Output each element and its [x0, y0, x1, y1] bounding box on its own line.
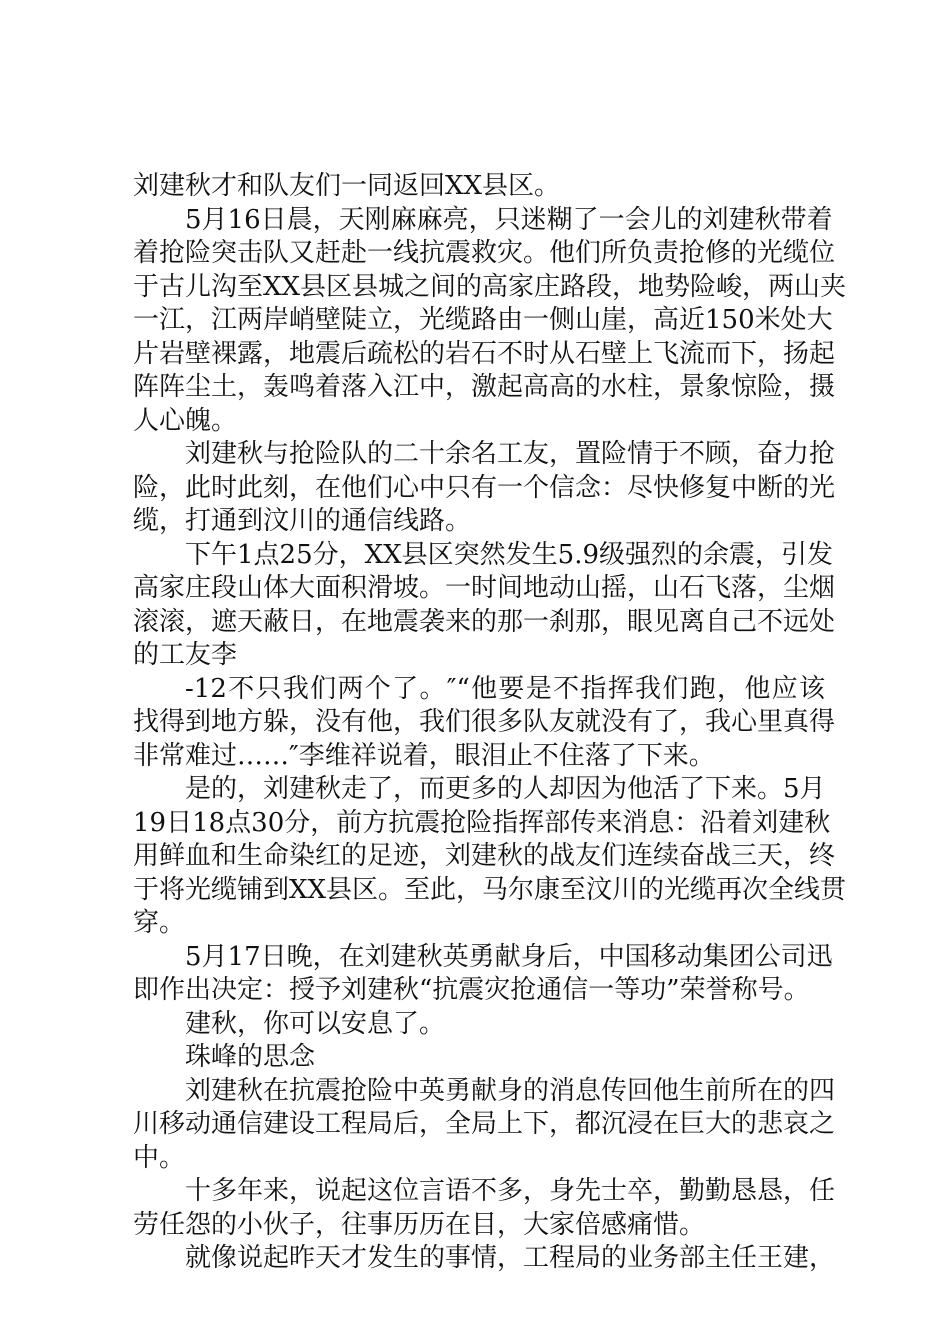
text-line: 即作出决定：授予刘建秋“抗震灾抢通信一等功”荣誉称号。 [133, 975, 810, 1005]
text-line: 就像说起昨天才发生的事情，工程局的业务部主任王建， [185, 1243, 836, 1273]
text-line: -12不只我们两个了。″“他要是不指挥我们跑，他应该 [185, 673, 825, 704]
text-line: 着抢险突击队又赶赴一线抗震救灾。他们所负责抢修的光缆位 [133, 238, 836, 268]
text-line: 险，此时此刻，在他们心中只有一个信念：尽快修复中断的光 [133, 472, 836, 503]
text-line: 刘建秋在抗震抢险中英勇献身的消息传回他生前所在的四 [185, 1075, 836, 1106]
text-line: 于将光缆铺到XX县区。至此，马尔康至汶川的光缆再次全线贯 [133, 874, 847, 905]
text-line: 找得到地方躲，没有他，我们很多队友就没有了，我心里真得 [133, 707, 836, 737]
text-line: 于古儿沟至XX县区县城之间的高家庄路段，地势险峻，两山夹 [133, 271, 847, 302]
text-line: 的工友李 [133, 640, 238, 670]
text-line: 非常难过……″李维祥说着，眼泪止不住落了下来。 [133, 740, 715, 771]
text-line: 人心魄。 [133, 405, 238, 436]
text-line: 阵阵尘土，轰鸣着落入江中，激起高高的水柱，景象惊险，摄 [133, 372, 836, 402]
text-line: 用鲜血和生命染红的足迹，刘建秋的战友们连续奋战三天，终 [133, 841, 836, 871]
text-line: 中。 [133, 1142, 186, 1173]
text-line: 十多年来，说起这位言语不多，身先士卒，勤勤恳恳，任 [185, 1176, 836, 1206]
text-line: 片岩壁裸露，地震后疏松的岩石不时从石壁上飞流而下，扬起 [133, 338, 836, 369]
text-line: 5月17日晚，在刘建秋英勇献身后，中国移动集团公司迅 [185, 941, 833, 972]
text-line: 19日18点30分，前方抗震抢险指挥部传来消息：沿着刘建秋 [133, 807, 831, 838]
text-line: 高家庄段山体大面积滑坡。一时间地动山摇，山石飞落，尘烟 [133, 573, 836, 603]
document-body [133, 170, 847, 1276]
text-line: 5月16日晨，天刚麻麻亮，只迷糊了一会儿的刘建秋带着 [185, 204, 833, 235]
text-line: 劳任怨的小伙子，往事历历在目，大家倍感痛惜。 [133, 1209, 706, 1240]
text-line: 珠峰的思念 [185, 1042, 316, 1072]
text-line: 刘建秋与抢险队的二十余名工友，置险情于不顾，奋力抢 [185, 439, 836, 469]
text-line: 下午1点25分，XX县区突然发生5.9级强烈的余震，引发 [185, 539, 833, 570]
text-line: 滚滚，遮天蔽日，在地震袭来的那一刹那，眼见离自己不远处 [133, 606, 836, 637]
text-line: 一江，江两岸峭壁陡立，光缆路由一侧山崖，高近150米处大 [133, 305, 833, 335]
text-line: 是的，刘建秋走了，而更多的人却因为他活了下来。5月 [185, 774, 826, 804]
text-line: 川移动通信建设工程局后，全局上下，都沉浸在巨大的悲哀之 [133, 1109, 836, 1139]
text-line: 刘建秋才和队友们一同返回XX县区。 [133, 171, 561, 201]
text-line: 建秋，你可以安息了。 [185, 1008, 446, 1039]
text-line: 穿。 [133, 908, 186, 938]
text-line: 缆，打通到汶川的通信线路。 [133, 506, 472, 536]
